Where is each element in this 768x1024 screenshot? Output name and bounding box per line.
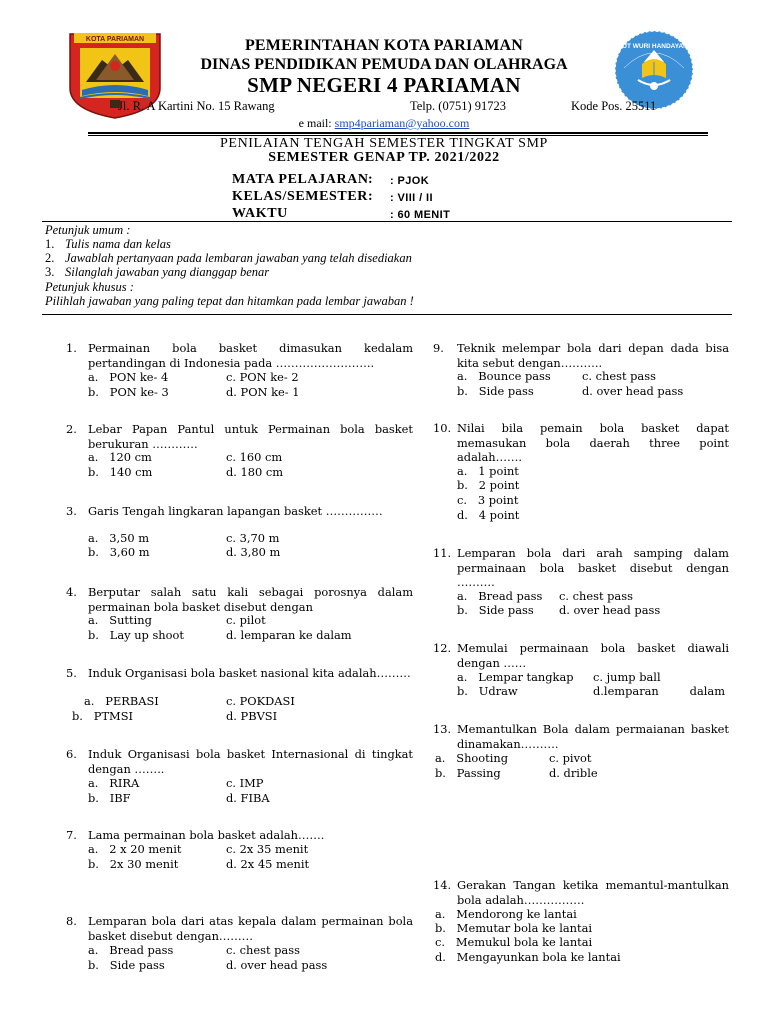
option-a[interactable]: a. Shooting	[435, 751, 508, 765]
question-number: 9.	[433, 341, 444, 355]
question-number: 6.	[66, 747, 77, 761]
question-6	[66, 747, 416, 807]
question-number: 4.	[66, 585, 77, 599]
meta-colon-subject: :	[368, 172, 374, 187]
postal-code: Kode Pos. 25511	[571, 99, 657, 113]
question-number: 7.	[66, 828, 77, 842]
option-c[interactable]: c. 2x 35 menit	[226, 842, 309, 856]
option-a[interactable]: a. RIRA	[88, 776, 140, 790]
option-a[interactable]: a. 120 cm	[88, 450, 152, 464]
option-c[interactable]: c. chest pass	[559, 589, 633, 603]
option-d[interactable]: d. 180 cm	[226, 465, 284, 479]
question-4	[66, 585, 416, 645]
option-b[interactable]: b. 140 cm	[88, 465, 153, 479]
option-d[interactable]: d. 2x 45 menit	[226, 857, 310, 871]
special-instruction: Pilihlah jawaban yang paling tepat dan hitamkan pada lembar jawaban !	[45, 294, 414, 308]
option-a[interactable]: a. 3,50 m	[88, 531, 150, 545]
meta-colon-class: :	[368, 189, 374, 204]
option-d[interactable]: d. PON ke- 1	[226, 385, 300, 399]
question-text: Permainan bola basket dimasukan kedalam pertandingan di Indonesia pada ……………………..	[88, 341, 413, 370]
option-a[interactable]: a. 2 x 20 menit	[88, 842, 182, 856]
meta-value-time: : 60 MENIT	[390, 209, 451, 221]
question-text: Nilai bila pemain bola basket dapat memasukan bola daerah three point adalah…….	[457, 421, 729, 464]
meta-value-class: : VIII / II	[390, 192, 433, 204]
question-text: Induk Organisasi bola basket Internasional di tingkat dengan ……..	[88, 747, 413, 776]
option-c[interactable]: c. chest pass	[582, 369, 656, 383]
option-a[interactable]: a. Lempar tangkap	[457, 670, 574, 684]
option-c[interactable]: c. IMP	[226, 776, 264, 790]
option-b[interactable]: b. PTMSI	[72, 709, 134, 723]
option-a[interactable]: a. PERBASI	[84, 694, 159, 708]
question-number: 8.	[66, 914, 77, 928]
option-b[interactable]: b. Memutar bola ke lantai	[435, 921, 593, 935]
email-link[interactable]: smp4pariaman@yahoo.com	[334, 116, 470, 130]
option-b[interactable]: b. PON ke- 3	[88, 385, 169, 399]
option-b[interactable]: b. 2 point	[457, 478, 520, 492]
option-b[interactable]: b. 3,60 m	[88, 545, 150, 559]
question-text: Lebar Papan Pantul untuk Permainan bola basket berukuran …………	[88, 422, 413, 451]
general-instructions-title: Petunjuk umum :	[45, 223, 131, 237]
letterhead-rule	[88, 132, 708, 134]
department-name: DINAS PENDIDIKAN PEMUDA DAN OLAHRAGA	[200, 56, 568, 73]
question-11	[433, 546, 729, 620]
question-12	[433, 641, 729, 701]
question-13	[433, 722, 729, 782]
option-b[interactable]: b. IBF	[88, 791, 131, 805]
option-b[interactable]: b. Side pass	[88, 958, 165, 972]
question-number: 11.	[433, 546, 452, 560]
general-instruction-2: 2. Jawablah pertanyaan pada lembaran jawaban yang telah disediakan	[45, 251, 412, 265]
option-c[interactable]: c. 3 point	[457, 493, 519, 507]
school-address: Jl. R. A Kartini No. 15 Rawang	[118, 99, 275, 113]
question-number: 14.	[433, 878, 452, 892]
option-a[interactable]: a. Mendorong ke lantai	[435, 907, 577, 921]
question-text: Lama permainan bola basket adalah…….	[88, 828, 325, 842]
question-number: 5.	[66, 666, 77, 680]
option-d[interactable]: d. drible	[549, 766, 598, 780]
general-instruction-3: 3. Silanglah jawaban yang dianggap benar	[45, 265, 270, 279]
question-number: 1.	[66, 341, 77, 355]
meta-label-class: KELAS/SEMESTER	[232, 189, 368, 204]
question-text: Garis Tengah lingkaran lapangan basket ……………	[88, 504, 383, 518]
option-d[interactable]: d. FIBA	[226, 791, 270, 805]
question-5	[66, 666, 416, 726]
question-1	[66, 341, 416, 401]
option-d[interactable]: d. PBVSI	[226, 709, 278, 723]
government-name: PEMERINTAHAN KOTA PARIAMAN	[244, 37, 524, 54]
question-number: 10.	[433, 421, 452, 435]
option-d[interactable]: d. over head pass	[582, 384, 684, 398]
option-d[interactable]: d. over head pass	[226, 958, 328, 972]
question-10	[433, 421, 729, 525]
option-d[interactable]: d. over head pass	[559, 603, 661, 617]
option-a[interactable]: a. Bounce pass	[457, 369, 551, 383]
option-a[interactable]: a. PON ke- 4	[88, 370, 169, 384]
question-text: Memantulkan Bola dalam permaianan basket dinamakan……….	[457, 722, 729, 751]
option-d[interactable]: d. 3,80 m	[226, 545, 281, 559]
question-text: Gerakan Tangan ketika memantul-mantulkan bola adalah…………….	[457, 878, 729, 907]
question-text: Lemparan bola dari atas kepala dalam permainan bola basket disebut dengan………	[88, 914, 413, 943]
question-2	[66, 422, 416, 482]
question-number: 13.	[433, 722, 452, 736]
option-c[interactable]: c. Memukul bola ke lantai	[435, 935, 593, 949]
question-number: 2.	[66, 422, 77, 436]
general-instruction-1: 1. Tulis nama dan kelas	[45, 237, 171, 251]
question-7	[66, 828, 416, 876]
question-3	[66, 504, 416, 564]
option-c[interactable]: c. pilot	[226, 613, 266, 627]
exam-semester: SEMESTER GENAP TP. 2021/2022	[268, 150, 500, 165]
svg-text:KOTA PARIAMAN: KOTA PARIAMAN	[85, 36, 145, 43]
option-c[interactable]: c. POKDASI	[226, 694, 295, 708]
option-a[interactable]: a. Bread pass	[457, 589, 543, 603]
exam-title: PENILAIAN TENGAH SEMESTER TINGKAT SMP	[220, 136, 548, 151]
meta-value-subject: : PJOK	[390, 175, 430, 187]
option-c[interactable]: c. jump ball	[593, 670, 661, 684]
option-b[interactable]: b. 2x 30 menit	[88, 857, 179, 871]
option-c[interactable]: c. PON ke- 2	[226, 370, 299, 384]
question-text: Teknik melempar bola dari depan dada bisa kita sebut dengan………..	[457, 341, 729, 370]
meta-label-subject: MATA PELAJARAN	[232, 172, 369, 187]
question-number: 3.	[66, 504, 77, 518]
question-text: Induk Organisasi bola basket nasional kita adalah………	[88, 666, 411, 680]
option-d[interactable]: d. 4 point	[457, 508, 520, 522]
option-c[interactable]: c. 160 cm	[226, 450, 283, 464]
option-a[interactable]: a. Sutting	[88, 613, 152, 627]
option-b[interactable]: b. Side pass	[457, 384, 534, 398]
question-8	[66, 914, 416, 974]
option-a[interactable]: a. Bread pass	[88, 943, 174, 957]
question-number: 12.	[433, 641, 452, 655]
option-b[interactable]: b. Side pass	[457, 603, 534, 617]
question-14	[433, 878, 729, 968]
option-d[interactable]: d. lemparan ke dalam	[226, 628, 352, 642]
option-c[interactable]: c. chest pass	[226, 943, 300, 957]
meta-label-time: WAKTU	[232, 206, 288, 221]
school-name: SMP NEGERI 4 PARIAMAN	[247, 73, 521, 97]
question-9	[433, 341, 729, 401]
email-label: e mail:	[298, 116, 332, 130]
school-phone: Telp. (0751) 91723	[410, 99, 506, 113]
option-b[interactable]: b. Lay up shoot	[88, 628, 184, 642]
question-text: Lemparan bola dari arah samping dalam permainaan bola basket disebut dengan ……….	[457, 546, 729, 589]
option-a[interactable]: a. 1 point	[457, 464, 519, 478]
option-b[interactable]: b. Passing	[435, 766, 501, 780]
option-c[interactable]: c. 3,70 m	[226, 531, 280, 545]
question-text: Memulai permainaan bola basket diawali dengan ……	[457, 641, 729, 670]
option-d[interactable]: d. Mengayunkan bola ke lantai	[435, 950, 621, 964]
option-c[interactable]: c. pivot	[549, 751, 592, 765]
email-line	[0, 116, 768, 131]
question-text: Berputar salah satu kali sebagai porosnya dalam permainan bola basket disebut dengan	[88, 585, 413, 614]
option-b[interactable]: b. Udraw	[457, 684, 518, 698]
svg-text:TUT WURI HANDAYANI: TUT WURI HANDAYANI	[618, 43, 690, 50]
option-d[interactable]: d. lemparan dalam	[593, 684, 725, 698]
special-instructions-title: Petunjuk khusus :	[45, 280, 134, 294]
